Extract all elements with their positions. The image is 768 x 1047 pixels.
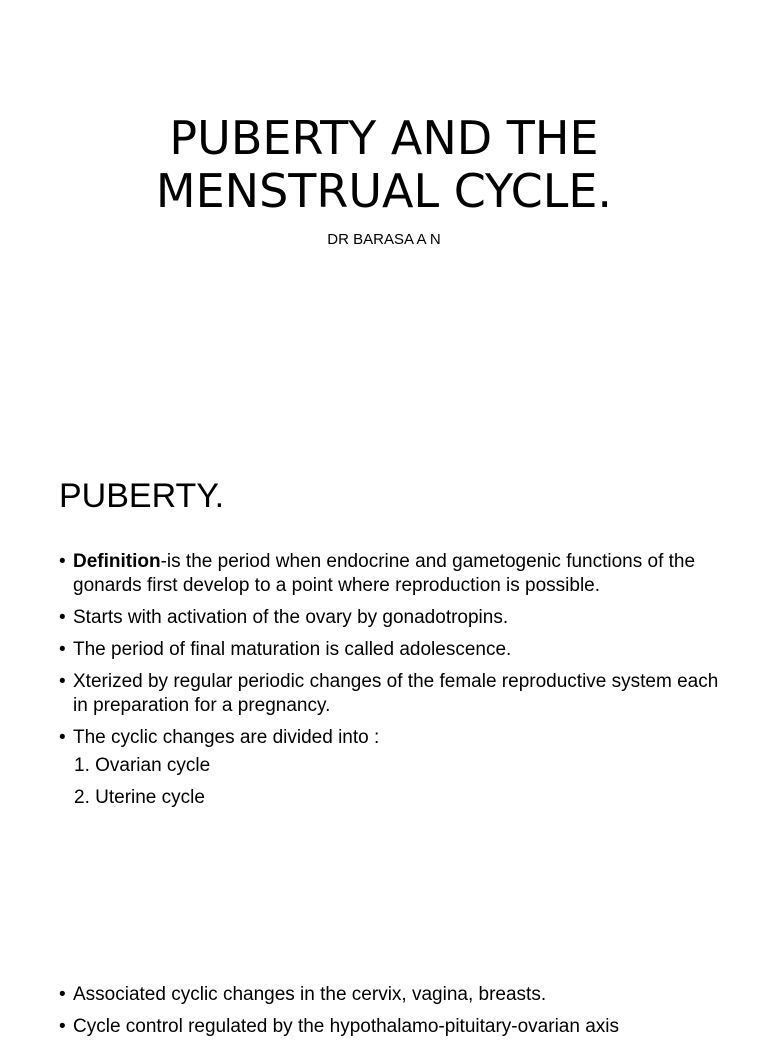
bullet-list	[59, 983, 729, 1047]
slide-cyclic-changes	[0, 864, 768, 1037]
list-item-text: Starts with activation of the ovary by gonadotropins.	[73, 607, 509, 628]
definition-term: Definition	[73, 551, 161, 572]
list-item	[59, 983, 729, 1007]
title-line-1: PUBERTY AND THE	[169, 111, 599, 165]
slide-title	[0, 0, 768, 432]
numbered-list	[59, 754, 729, 818]
numbered-item-uterine-cycle: 2. Uterine cycle	[74, 787, 205, 808]
bullet-icon: •	[59, 1016, 66, 1037]
title-line-2: MENSTRUAL CYCLE.	[155, 164, 613, 218]
bullet-icon: •	[59, 671, 66, 692]
bullet-icon: •	[59, 727, 66, 748]
list-item	[59, 1015, 729, 1039]
presenter-name: DR BARASA A N	[327, 231, 441, 248]
slide-puberty	[0, 432, 768, 864]
list-item-text: Associated cyclic changes in the cervix, vagina, breasts.	[73, 984, 547, 1005]
bullet-list	[59, 550, 729, 758]
list-item	[59, 606, 729, 630]
bullet-icon: •	[59, 639, 66, 660]
list-item	[59, 638, 729, 662]
slide-heading: PUBERTY.	[59, 477, 225, 515]
list-item-text: Cycle control regulated by the hypothalamo-pituitary-ovarian axis	[73, 1016, 619, 1037]
presentation-title	[0, 112, 768, 218]
list-item-text: Xterized by regular periodic changes of the female reproductive system each in preparation for a pregnancy.	[73, 671, 719, 716]
bullet-icon: •	[59, 551, 66, 572]
bullet-icon: •	[59, 984, 66, 1005]
list-item	[59, 670, 729, 718]
list-item-definition	[59, 550, 729, 598]
bullet-icon: •	[59, 607, 66, 628]
list-item-text: The cyclic changes are divided into :	[73, 727, 380, 748]
list-item	[59, 726, 729, 750]
numbered-item-ovarian-cycle: 1. Ovarian cycle	[74, 755, 211, 776]
definition-text: -is the period when endocrine and gametogenic functions of the gonards first develop to a point where reproduction is possible.	[73, 551, 696, 596]
list-item-text: The period of final maturation is called adolescence.	[73, 639, 512, 660]
